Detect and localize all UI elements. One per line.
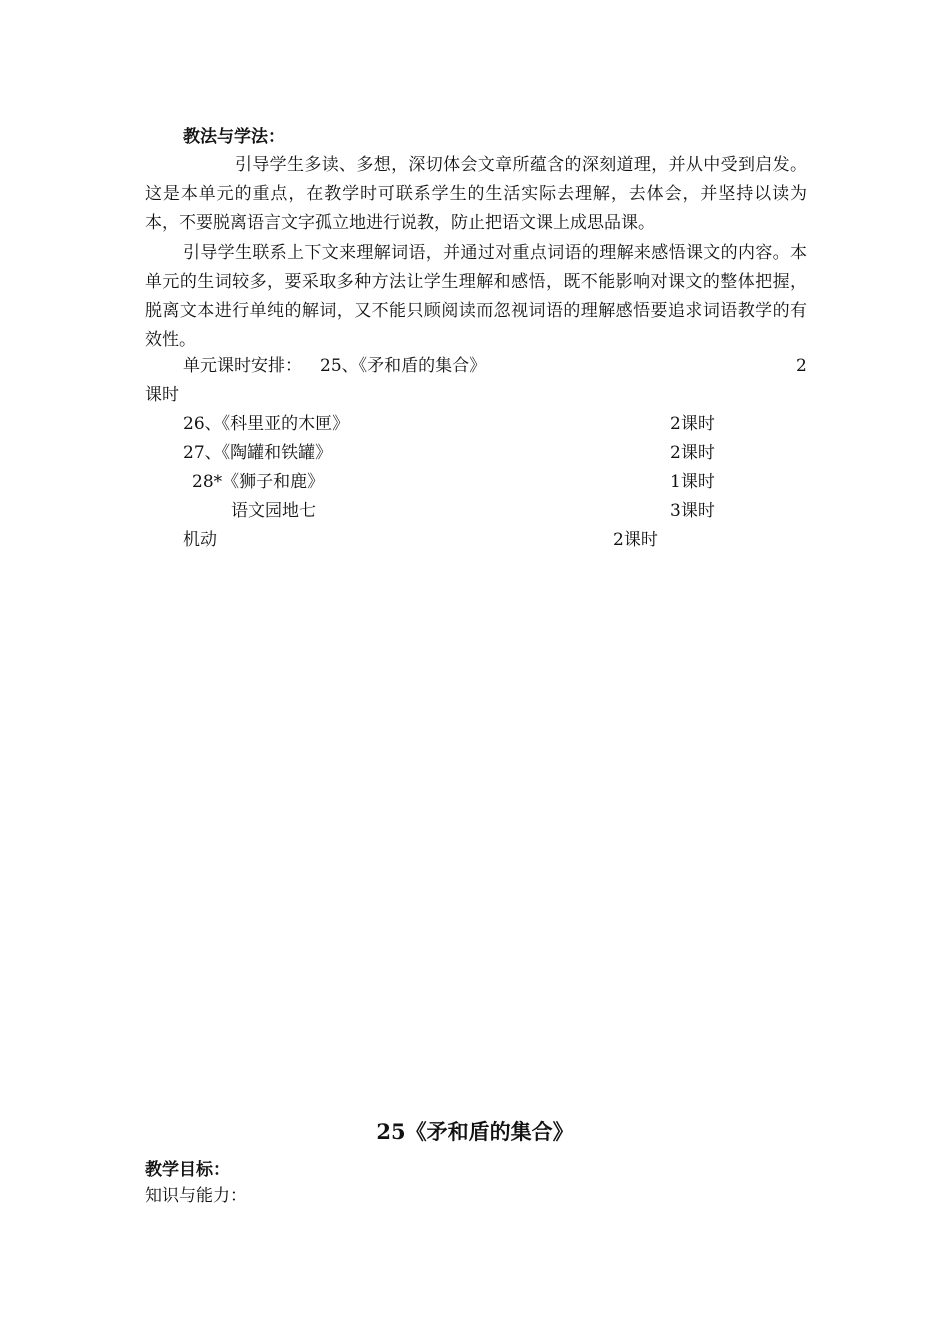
methods-paragraph-1 [145,151,807,238]
methods-paragraph-2 [145,239,807,355]
schedule-hours-26: 2课时 [670,414,715,434]
schedule-hours-garden: 3课时 [670,501,715,521]
schedule-lesson-26: 26、《科里亚的木匣》 [183,414,350,434]
schedule-lesson-28: 28*《狮子和鹿》 [192,472,325,492]
schedule-lesson-garden: 语文园地七 [231,501,316,521]
schedule-hours-flexible: 2课时 [613,530,658,550]
schedule-first-lesson: 25、《矛和盾的集合》 [320,356,487,376]
goals-heading: 教学目标： [145,1160,230,1180]
methods-heading: 教法与学法： [183,127,285,147]
schedule-hours-28: 1课时 [670,472,715,492]
schedule-first-hours-unit: 课时 [145,385,179,405]
knowledge-label: 知识与能力： [145,1186,247,1206]
schedule-first-hours-number: 2 [796,356,807,376]
schedule-hours-27: 2课时 [670,443,715,463]
paragraph-2-text: 引导学生联系上下文来理解词语，并通过对重点词语的理解来感悟课文的内容。本单元的生词较多，要采取多种方法让学生理解和感悟，既不能影响对课文的整体把握，脱离文本进行单纯的解词，又不能只顾阅读而忽视词语的理解感悟要追求词语教学的有效性。 [145,243,807,350]
schedule-label: 单元课时安排： [183,356,302,376]
lesson-title: 25《矛和盾的集合》 [376,1119,574,1144]
paragraph-1-text: 引导学生多读、多想，深切体会文章所蕴含的深刻道理，并从中受到启发。这是本单元的重点，在教学时可联系学生的生活实际去理解，去体会，并坚持以读为本，不要脱离语言文字孤立地进行说教，防止把语文课上成思品课。 [145,155,807,233]
schedule-lesson-flexible: 机动 [183,530,217,550]
schedule-lesson-27: 27、《陶罐和铁罐》 [183,443,333,463]
